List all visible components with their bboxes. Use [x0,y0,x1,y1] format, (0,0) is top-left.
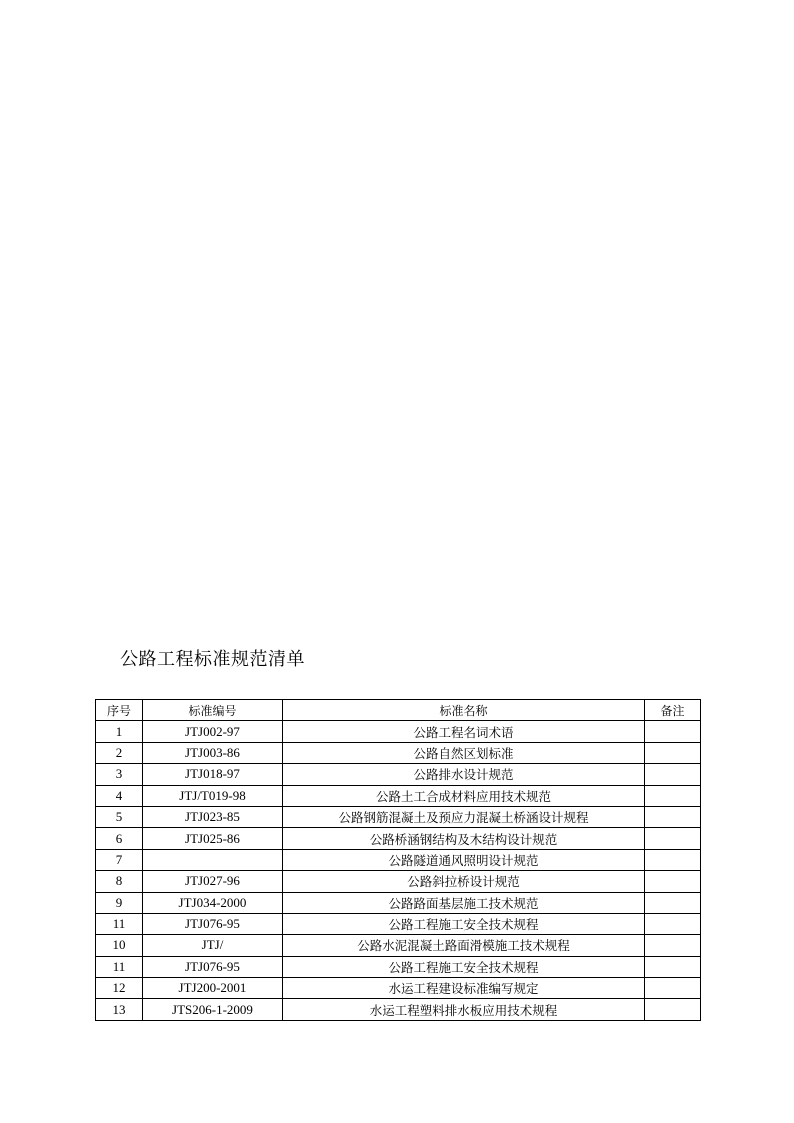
table-row [96,806,701,827]
cell-note [645,913,701,934]
table-row [96,871,701,892]
cell-code: JTJ200-2001 [143,978,283,999]
cell-code: JTS206-1-2009 [143,999,283,1020]
cell-code: JTJ034-2000 [143,892,283,913]
header-code: 标准编号 [143,700,283,721]
cell-code: JTJ023-85 [143,806,283,827]
cell-code: JTJ/ [143,935,283,956]
cell-code: JTJ/T019-98 [143,785,283,806]
cell-note [645,999,701,1020]
cell-note [645,721,701,742]
table-row [96,849,701,870]
cell-no: 13 [96,999,143,1020]
cell-name: 公路排水设计规范 [283,764,645,785]
cell-note [645,956,701,977]
cell-no: 5 [96,806,143,827]
cell-no: 9 [96,892,143,913]
cell-name: 公路桥涵钢结构及木结构设计规范 [283,828,645,849]
cell-no: 4 [96,785,143,806]
cell-code: JTJ076-95 [143,956,283,977]
cell-no: 7 [96,849,143,870]
cell-name: 公路斜拉桥设计规范 [283,871,645,892]
cell-note [645,892,701,913]
cell-no: 6 [96,828,143,849]
cell-code: JTJ025-86 [143,828,283,849]
table-row [96,892,701,913]
cell-note [645,785,701,806]
table-row [96,999,701,1020]
table-row [96,764,701,785]
cell-no: 3 [96,764,143,785]
cell-name: 公路路面基层施工技术规范 [283,892,645,913]
cell-no: 11 [96,913,143,934]
cell-code: JTJ003-86 [143,742,283,763]
cell-code [143,849,283,870]
cell-name: 公路工程名词术语 [283,721,645,742]
cell-no: 12 [96,978,143,999]
header-no: 序号 [96,700,143,721]
cell-note [645,764,701,785]
table-row [96,742,701,763]
table-row [96,935,701,956]
cell-note [645,742,701,763]
cell-name: 水运工程建设标准编写规定 [283,978,645,999]
cell-note [645,871,701,892]
cell-no: 2 [96,742,143,763]
cell-name: 公路工程施工安全技术规程 [283,913,645,934]
cell-name: 公路水泥混凝土路面滑模施工技术规程 [283,935,645,956]
table-row [96,913,701,934]
cell-note [645,849,701,870]
cell-code: JTJ027-96 [143,871,283,892]
cell-name: 公路钢筋混凝土及预应力混凝土桥涵设计规程 [283,806,645,827]
cell-code: JTJ018-97 [143,764,283,785]
table-body [96,721,701,1020]
table-row [96,956,701,977]
cell-note [645,806,701,827]
standards-table [95,699,701,1021]
header-note: 备注 [645,700,701,721]
document-title: 公路工程标准规范清单 [120,649,305,670]
table-row [96,721,701,742]
cell-name: 公路隧道通风照明设计规范 [283,849,645,870]
cell-no: 1 [96,721,143,742]
cell-no: 11 [96,956,143,977]
cell-name: 公路工程施工安全技术规程 [283,956,645,977]
cell-no: 10 [96,935,143,956]
cell-name: 水运工程塑料排水板应用技术规程 [283,999,645,1020]
table-row [96,828,701,849]
cell-note [645,978,701,999]
cell-name: 公路土工合成材料应用技术规范 [283,785,645,806]
table-row [96,785,701,806]
cell-name: 公路自然区划标准 [283,742,645,763]
cell-code: JTJ076-95 [143,913,283,934]
cell-no: 8 [96,871,143,892]
table-row [96,978,701,999]
cell-code: JTJ002-97 [143,721,283,742]
table-header-row [96,700,701,721]
cell-note [645,828,701,849]
cell-note [645,935,701,956]
header-name: 标准名称 [283,700,645,721]
